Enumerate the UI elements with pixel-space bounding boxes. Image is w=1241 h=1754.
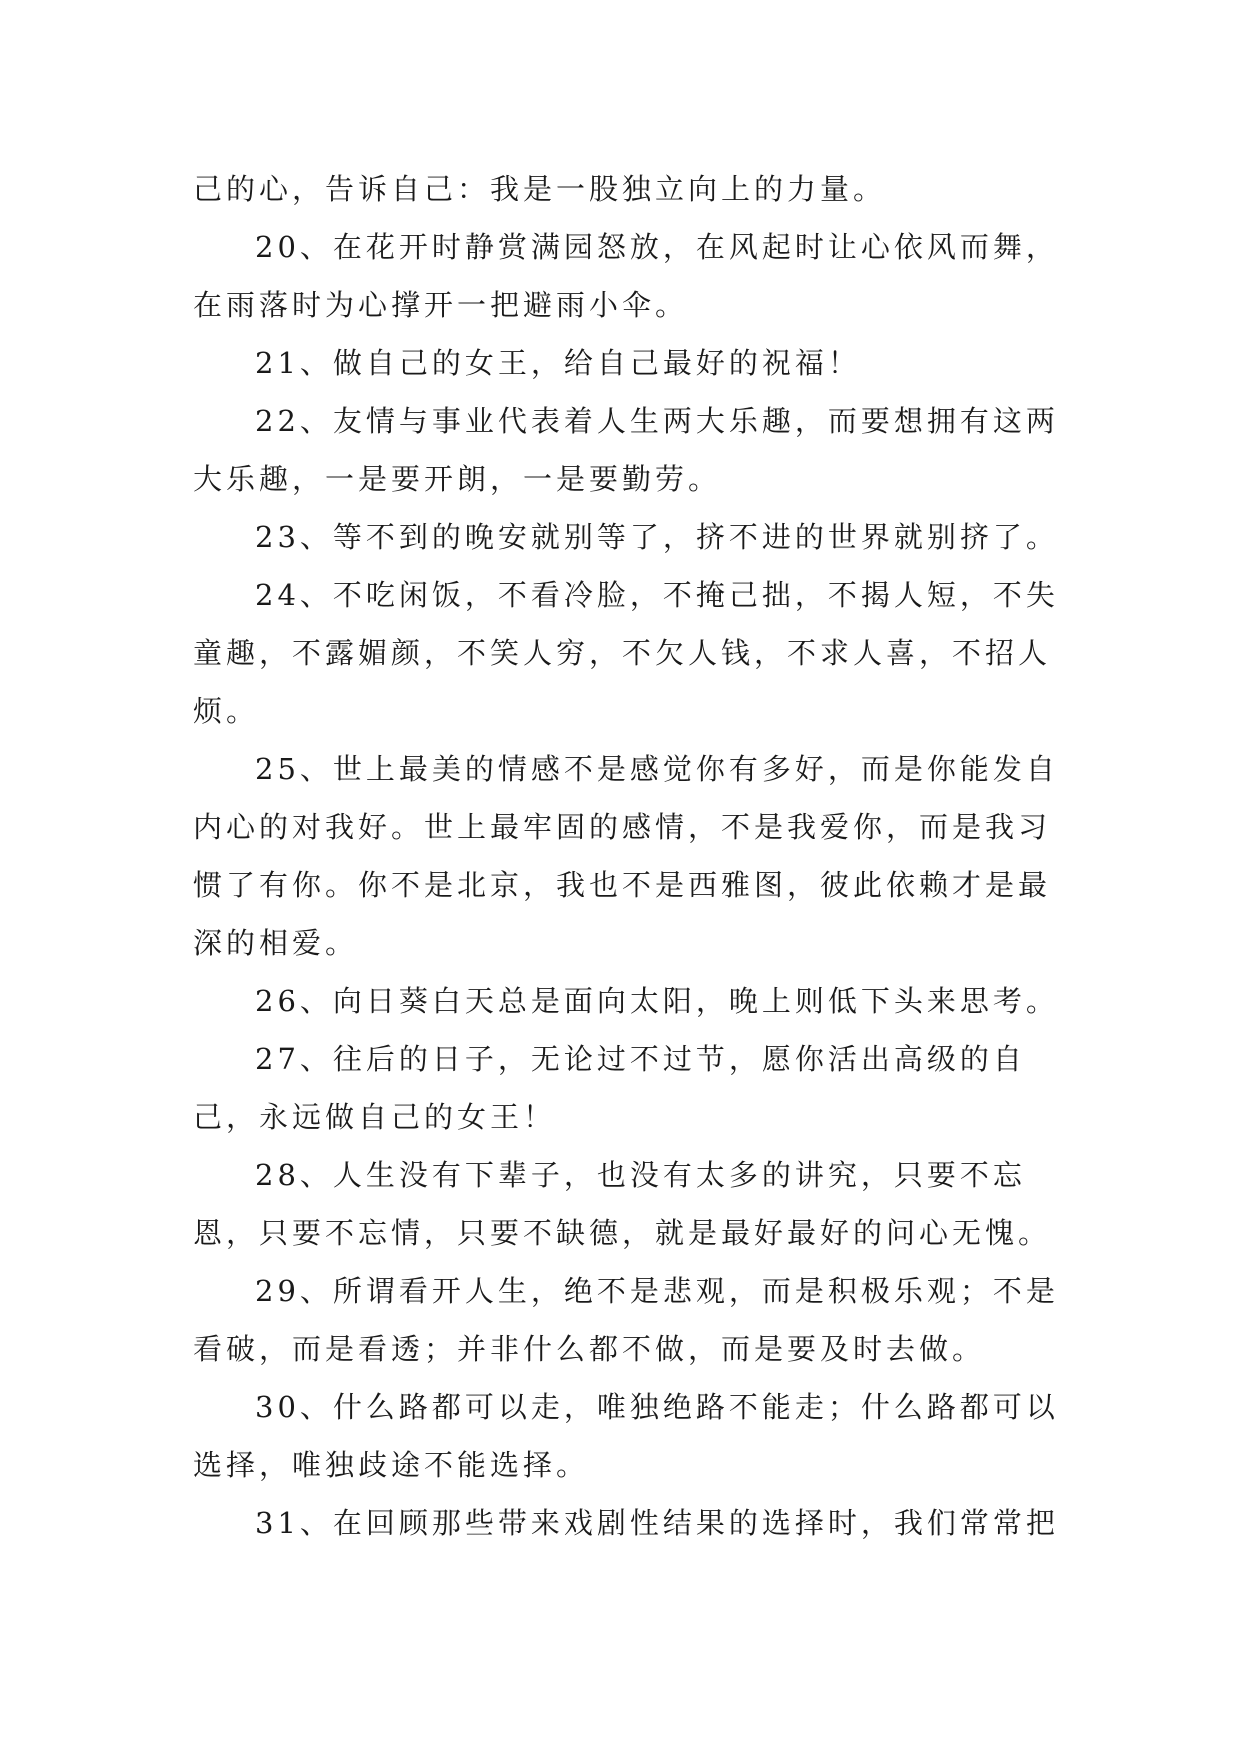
paragraph-21: 21、做自己的女王，给自己最好的祝福！ (255, 346, 861, 380)
paragraph-continued: 己的心，告诉自己：我是一股独立向上的力量。 (193, 172, 887, 206)
paragraph-30: 30、什么路都可以走，唯独绝路不能走；什么路都可以选择，唯独歧途不能选择。 (193, 1390, 1059, 1482)
paragraph-25: 25、世上最美的情感不是感觉你有多好，而是你能发自内心的对我好。世上最牢固的感情，不是我爱你，而是我习惯了有你。你不是北京，我也不是西雅图，彼此依赖才是最深的相爱。 (193, 752, 1059, 960)
paragraph-27: 27、往后的日子，无论过不过节，愿你活出高级的自己，永远做自己的女王！ (193, 1042, 1026, 1134)
paragraph-29: 29、所谓看开人生，绝不是悲观，而是积极乐观；不是看破，而是看透；并非什么都不做，而是要及时去做。 (193, 1274, 1059, 1366)
paragraph-24: 24、不吃闲饭，不看冷脸，不掩己拙，不揭人短，不失童趣，不露媚颜，不笑人穷，不欠人钱，不求人喜，不招人烦。 (193, 578, 1059, 728)
paragraph-23: 23、等不到的晚安就别等了，挤不进的世界就别挤了。 (255, 520, 1059, 554)
document-body (193, 160, 1073, 1552)
paragraph-28: 28、人生没有下辈子，也没有太多的讲究，只要不忘恩，只要不忘情，只要不缺德，就是最好最好的问心无愧。 (193, 1158, 1052, 1250)
paragraph-20: 20、在花开时静赏满园怒放，在风起时让心依风而舞，在雨落时为心撑开一把避雨小伞。 (193, 230, 1059, 322)
paragraph-31: 31、在回顾那些带来戏剧性结果的选择时，我们常常把 (255, 1506, 1059, 1540)
paragraph-26: 26、向日葵白天总是面向太阳，晚上则低下头来思考。 (255, 984, 1059, 1018)
paragraph-22: 22、友情与事业代表着人生两大乐趣，而要想拥有这两大乐趣，一是要开朗，一是要勤劳。 (193, 404, 1059, 496)
